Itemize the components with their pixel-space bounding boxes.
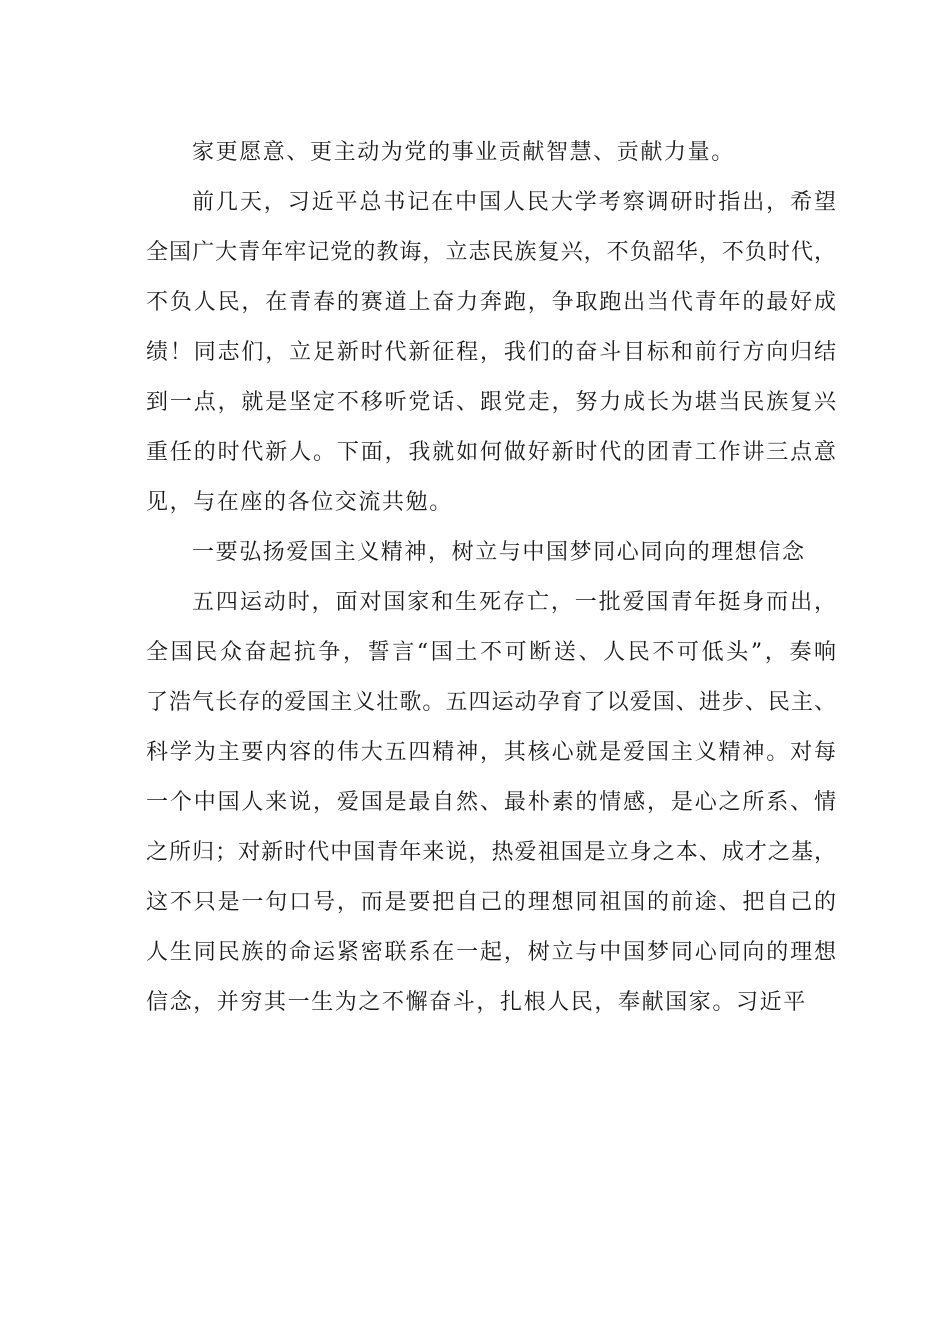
paragraph-line: 五四运动时，面对国家和生死存亡，一批爱国青年挺身而出， <box>192 590 836 615</box>
paragraph-line: 不负人民，在青春的赛道上奋力奔跑，争取跑出当代青年的最好成 <box>146 290 836 315</box>
paragraph-line: 家更愿意、更主动为党的事业贡献智慧、贡献力量。 <box>192 140 735 165</box>
section-heading: 一要弘扬爱国主义精神，树立与中国梦同心同向的理想信念 <box>192 540 806 565</box>
paragraph-line: 全国广大青年牢记党的教诲，立志民族复兴，不负韶华，不负时代， <box>146 240 836 265</box>
paragraph-line: 一个中国人来说，爱国是最自然、最朴素的情感，是心之所系、情 <box>146 790 836 815</box>
paragraph-line: 重任的时代新人。下面，我就如何做好新时代的团青工作讲三点意 <box>146 440 836 465</box>
paragraph-line: 科学为主要内容的伟大五四精神，其核心就是爱国主义精神。对每 <box>146 740 836 765</box>
paragraph-line: 这不只是一句口号，而是要把自己的理想同祖国的前途、把自己的 <box>146 890 836 915</box>
paragraph-line: 见，与在座的各位交流共勉。 <box>146 490 453 515</box>
paragraph-line: 全国民众奋起抗争，誓言“国土不可断送、人民不可低头”，奏响 <box>146 640 836 665</box>
paragraph-line: 信念，并穷其一生为之不懈奋斗，扎根人民，奉献国家。习近平 <box>146 990 807 1015</box>
paragraph-line: 之所归；对新时代中国青年来说，热爱祖国是立身之本、成才之基， <box>146 840 836 865</box>
paragraph-line: 到一点，就是坚定不移听党话、跟党走，努力成长为堪当民族复兴 <box>146 390 836 415</box>
paragraph-line: 前几天，习近平总书记在中国人民大学考察调研时指出，希望 <box>192 190 836 215</box>
paragraph-line: 了浩气长存的爱国主义壮歌。五四运动孕育了以爱国、进步、民主、 <box>146 690 836 715</box>
paragraph-line: 绩！同志们，立足新时代新征程，我们的奋斗目标和前行方向归结 <box>146 340 836 365</box>
paragraph-line: 人生同民族的命运紧密联系在一起，树立与中国梦同心同向的理想 <box>146 940 836 965</box>
